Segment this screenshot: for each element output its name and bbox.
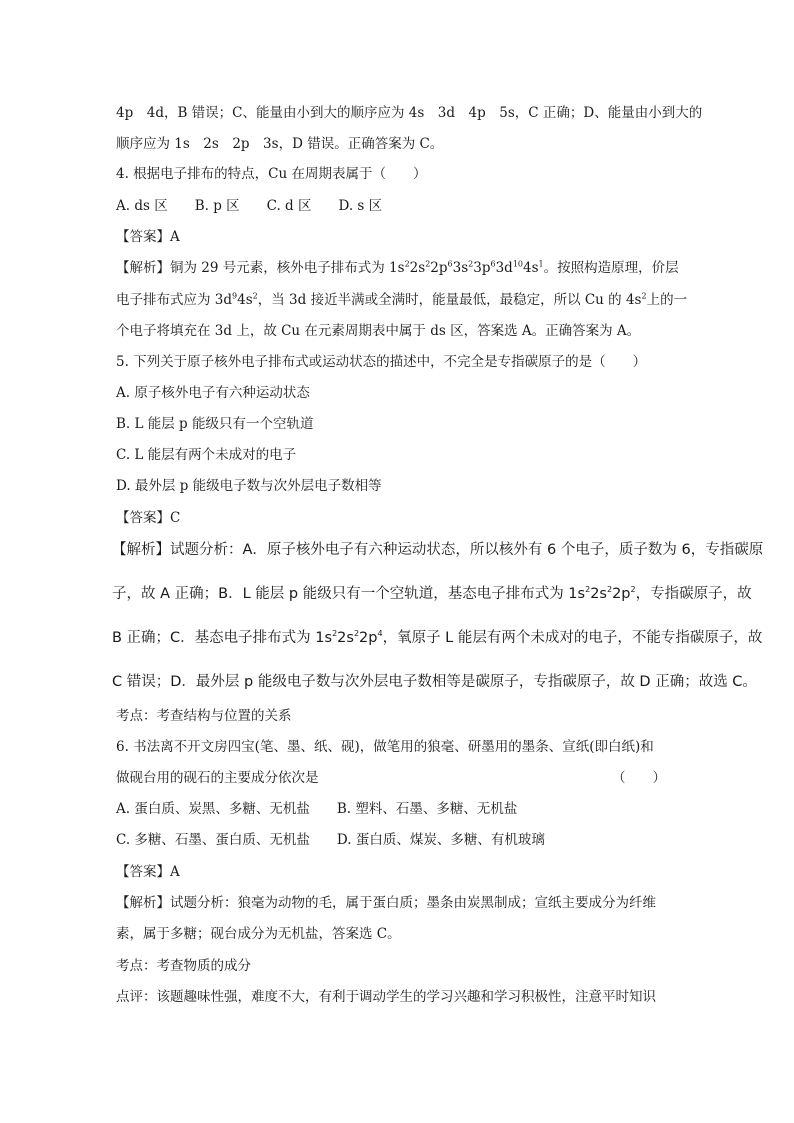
q3-explanation-line-1: 4p 4d，B 错误；C、能量由小到大的顺序应为 4s 3d 4p 5s，C 正确；D、能量由小到大的	[116, 105, 703, 121]
q5-explanation-line-1: 【解析】试题分析：A．原子核外电子有六种运动状态，所以核外有 6 个电子，质子数为 6，专指碳原	[112, 542, 764, 558]
q5-explanation-line-4: C 错误；D．最外层 p 能级电子数与次外层电子数相等是碳原子，专指碳原子，故 D 正确；故选 C。	[112, 674, 757, 690]
q5-option-a: A. 原子核外电子有六种运动状态	[116, 385, 310, 401]
q6-options-ab: A. 蛋白质、炭黑、多糖、无机盐 B. 塑料、石墨、多糖、无机盐	[116, 801, 518, 817]
q6-stem-line-2: 做砚台用的砚石的主要成分依次是	[116, 770, 319, 786]
q4-explanation-line-2: 电子排布式应为 $3d^94s^2$，当 3d 接近半满或全满时，能量最低，最稳定，所以 Cu 的 $4s^2$上的一	[116, 291, 688, 308]
q6-stem-line-1: 6. 书法离不开文房四宝(笔、墨、纸、砚)，做笔用的狼毫、研墨用的墨条、宣纸(即白纸)和	[116, 739, 654, 755]
q5-option-c: C. L 能层有两个未成对的电子	[116, 447, 297, 463]
q4-stem: 4. 根据电子排布的特点，Cu 在周期表属于（ ）	[116, 166, 427, 182]
q6-dianping: 点评：该题趣味性强，难度不大，有利于调动学生的学习兴趣和学习积极性，注意平时知识	[116, 989, 656, 1005]
q5-explanation-line-2: 子，故 A 正确；B．L 能层 p 能级只有一个空轨道，基态电子排布式为 $1s^22s^22p^2$，专指碳原子，故	[112, 585, 752, 602]
q5-option-d: D. 最外层 p 能级电子数与次外层电子数相等	[116, 478, 382, 494]
q5-answer: 【答案】C	[116, 510, 181, 526]
q4-explanation-line-1: 【解析】铜为 29 号元素，核外电子排布式为 $1s^22s^22p^63s^23p^63d^{10}4s^1$。按照构造原理，价层	[116, 259, 679, 276]
q6-answer-paren: （ ）	[612, 770, 666, 786]
q5-stem: 5. 下列关于原子核外电子排布式或运动状态的描述中，不完全是专指碳原子的是（ ）	[116, 354, 647, 370]
q6-options-cd: C. 多糖、石墨、蛋白质、无机盐 D. 蛋白质、煤炭、多糖、有机玻璃	[116, 832, 545, 848]
q4-answer: 【答案】A	[116, 229, 180, 245]
q6-explanation-line-1: 【解析】试题分析：狼毫为动物的毛，属于蛋白质；墨条由炭黑制成；宣纸主要成分为纤维	[116, 895, 656, 911]
q3-explanation-line-2: 顺序应为 1s 2s 2p 3s，D 错误。正确答案为 C。	[116, 136, 444, 152]
q6-explanation-line-2: 素，属于多糖；砚台成分为无机盐，答案选 C。	[116, 926, 401, 942]
q5-kaodian: 考点：考查结构与位置的关系	[116, 708, 292, 724]
q4-explanation-line-3: 个电子将填充在 3d 上，故 Cu 在元素周期表中属于 ds 区，答案选 A。正确答案为 A。	[116, 323, 641, 339]
q4-options: A. ds 区 B. p 区 C. d 区 D. s 区	[116, 198, 383, 214]
q6-kaodian: 考点：考查物质的成分	[116, 958, 251, 974]
q5-option-b: B. L 能层 p 能级只有一个空轨道	[116, 416, 314, 432]
q5-explanation-line-3: B 正确；C．基态电子排布式为 $1s^22s^22p^4$，氧原子 L 能层有两个未成对的电子，不能专指碳原子，故	[112, 629, 763, 646]
q6-answer: 【答案】A	[116, 864, 180, 880]
